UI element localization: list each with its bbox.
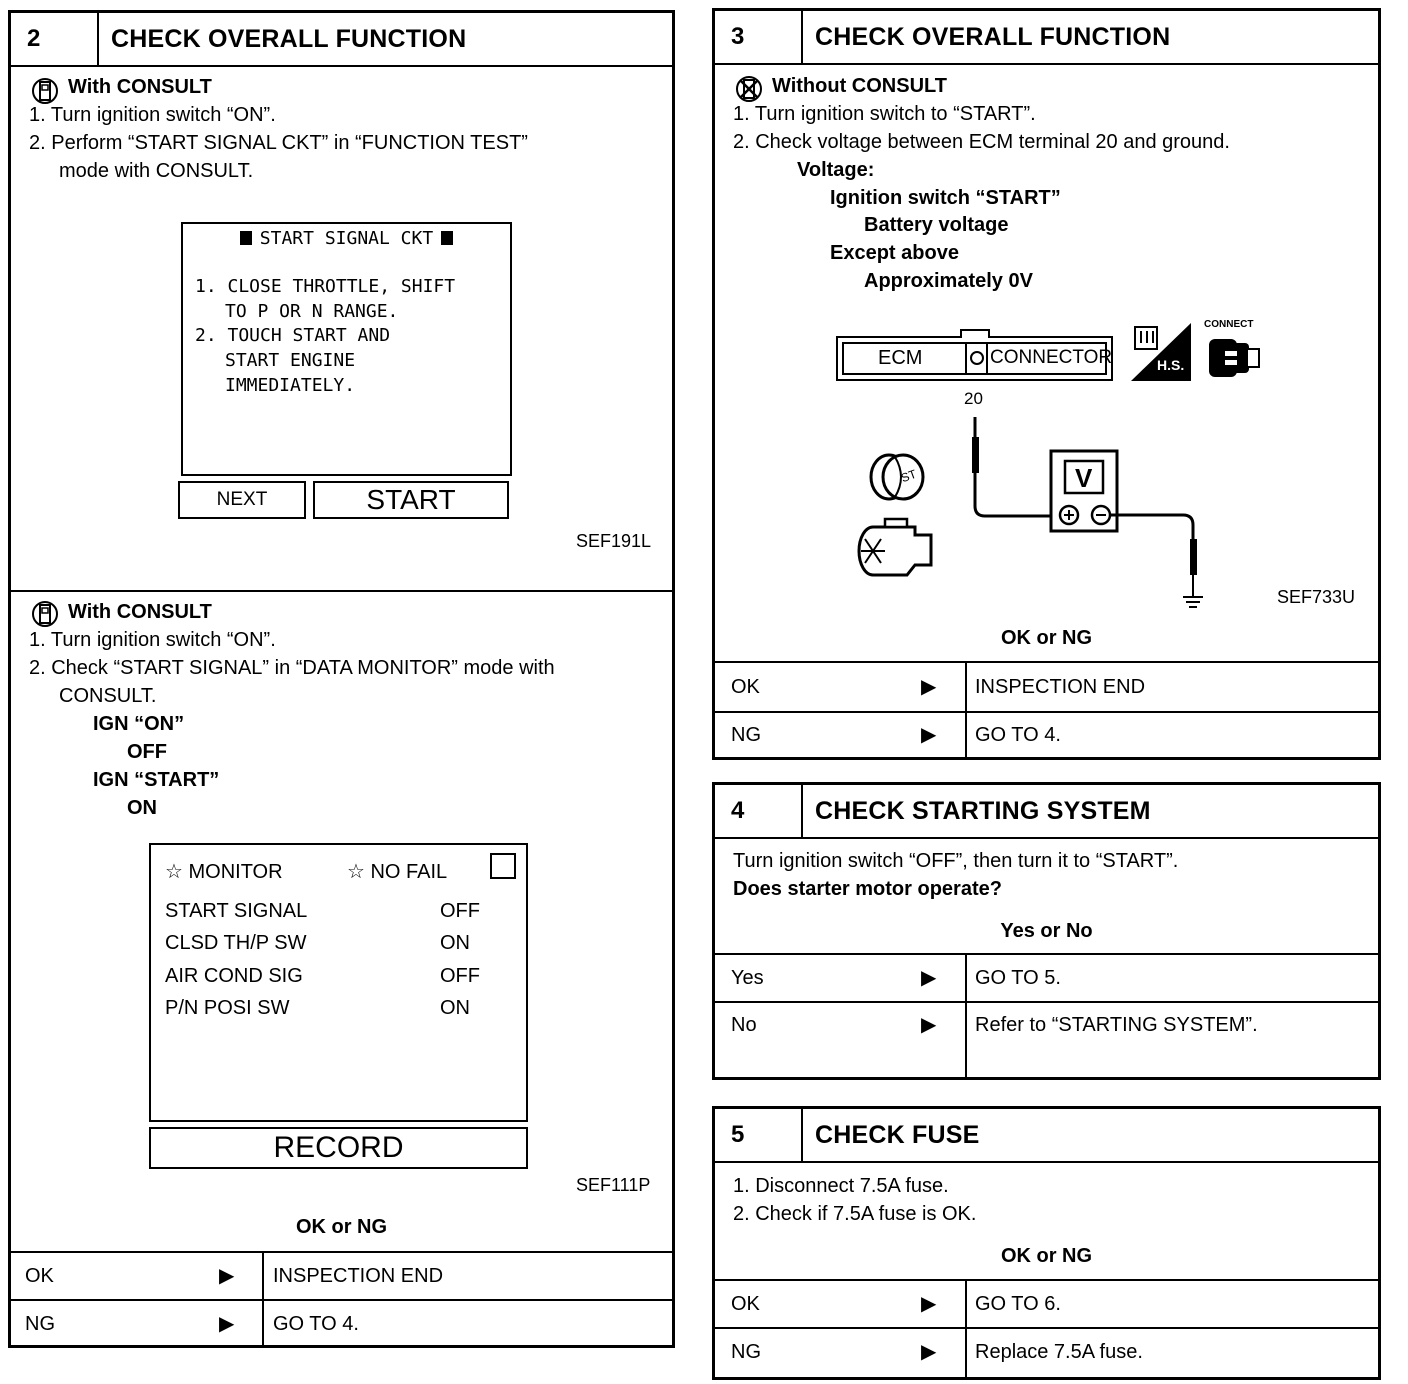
- result-key: OK: [731, 676, 760, 698]
- spec-condition: Except above: [830, 242, 959, 264]
- harness-side-icon: [1129, 321, 1193, 383]
- spec-value: ON: [127, 797, 157, 819]
- column-divider: [965, 955, 967, 1003]
- result-action: Refer to “STARTING SYSTEM”.: [975, 1014, 1258, 1036]
- meter-label: V: [1075, 463, 1093, 493]
- instruction: Turn ignition switch “OFF”, then turn it to “START”.: [733, 850, 1179, 872]
- terminal-number: 20: [964, 389, 983, 408]
- screen-title: [183, 228, 510, 249]
- screen-line: IMMEDIATELY.: [225, 375, 356, 396]
- spec-condition: Ignition switch “START”: [830, 187, 1061, 209]
- voltmeter-circuit: [845, 411, 1215, 611]
- instruction-2: 2. Check voltage between ECM terminal 20 and ground.: [733, 131, 1230, 153]
- result-action: INSPECTION END: [975, 676, 1146, 698]
- step-number: 5: [715, 1109, 803, 1161]
- result-key: Yes: [731, 967, 764, 989]
- result-row-ng: [715, 711, 1378, 759]
- column-divider: [965, 1329, 967, 1379]
- column-divider: [965, 1003, 967, 1079]
- result-action: GO TO 6.: [975, 1293, 1061, 1315]
- divider: [11, 590, 672, 592]
- result-key: OK: [731, 1293, 760, 1315]
- monitor-item-name: P/N POSI SW: [165, 997, 290, 1019]
- arrow-icon: ▶: [921, 724, 937, 746]
- screen-title-text: START SIGNAL CKT: [259, 228, 434, 249]
- spec-value: OFF: [127, 741, 167, 763]
- monitor-item-value: OFF: [440, 900, 480, 922]
- instruction-2: 2. Check if 7.5A fuse is OK.: [733, 1203, 977, 1225]
- result-action: GO TO 4.: [975, 724, 1061, 746]
- arrow-icon: ▶: [921, 1341, 937, 1363]
- result-row-ok: [715, 1279, 1378, 1329]
- column-divider: [965, 663, 967, 713]
- result-label: Yes or No: [1000, 920, 1093, 942]
- step-title: CHECK OVERALL FUNCTION: [111, 25, 467, 53]
- arrow-icon: ▶: [921, 1293, 937, 1315]
- column-divider: [262, 1301, 264, 1347]
- square-icon: [441, 231, 453, 245]
- result-key: NG: [731, 724, 761, 746]
- instruction-2: 2. Check “START SIGNAL” in “DATA MONITOR” mode with: [29, 657, 555, 679]
- ignition-key-icon: [865, 447, 931, 505]
- result-row-no: [715, 1001, 1378, 1079]
- step-5-header: [715, 1109, 1378, 1163]
- result-label: OK or NG: [1000, 1245, 1093, 1267]
- ecm-label: ECM: [878, 347, 923, 369]
- monitor-header: ☆ MONITOR: [165, 861, 283, 883]
- question: Does starter motor operate?: [733, 878, 1002, 900]
- spec-value: Approximately 0V: [864, 270, 1033, 292]
- engine-icon: [855, 515, 937, 581]
- step-2-header: [11, 13, 672, 67]
- consult-icon: [31, 77, 59, 105]
- monitor-item-name: START SIGNAL: [165, 900, 308, 922]
- figure-id: SEF733U: [1277, 587, 1356, 607]
- step-3-header: [715, 11, 1378, 65]
- instruction-1: 1. Turn ignition switch “ON”.: [29, 104, 276, 126]
- result-row-ng: [715, 1327, 1378, 1379]
- data-monitor-screen: [149, 843, 528, 1122]
- step-4-header: [715, 785, 1378, 839]
- step-3-box: [712, 8, 1381, 760]
- mode-label: Without CONSULT: [772, 75, 947, 97]
- result-row-ok: [715, 661, 1378, 713]
- record-button[interactable]: RECORD: [149, 1127, 528, 1169]
- result-row-ng: [11, 1299, 672, 1347]
- connector-divider: [986, 342, 988, 375]
- step-5-box: [712, 1106, 1381, 1380]
- connector-tab: [960, 329, 990, 338]
- result-key: NG: [25, 1313, 55, 1335]
- result-action: Replace 7.5A fuse.: [975, 1341, 1143, 1363]
- function-test-screen: [181, 222, 512, 476]
- step-title: CHECK FUSE: [815, 1121, 980, 1149]
- result-label: OK or NG: [295, 1216, 388, 1238]
- spec-value: Battery voltage: [864, 214, 1009, 236]
- screen-line: START ENGINE: [225, 350, 356, 371]
- arrow-icon: ▶: [219, 1313, 235, 1335]
- terminal-pin: [970, 351, 984, 365]
- start-button[interactable]: START: [313, 481, 509, 519]
- screen-line: 2. TOUCH START AND: [195, 325, 391, 346]
- step-title: CHECK OVERALL FUNCTION: [815, 23, 1171, 51]
- result-label: OK or NG: [1000, 627, 1093, 649]
- result-action: GO TO 5.: [975, 967, 1061, 989]
- mode-label: With CONSULT: [68, 76, 212, 98]
- monitor-item-value: OFF: [440, 965, 480, 987]
- ecm-connector: [836, 336, 1113, 381]
- connector-label: CONNECTOR: [990, 347, 1113, 368]
- monitor-item-name: AIR COND SIG: [165, 965, 303, 987]
- next-button[interactable]: NEXT: [178, 481, 306, 519]
- arrow-icon: ▶: [921, 967, 937, 989]
- column-divider: [262, 1253, 264, 1301]
- spec-condition: IGN “START”: [93, 769, 220, 791]
- step-title: CHECK STARTING SYSTEM: [815, 797, 1151, 825]
- step-2-box: [8, 10, 675, 1348]
- step-number: 4: [715, 785, 803, 837]
- step-number: 2: [11, 13, 99, 65]
- result-key: OK: [25, 1265, 54, 1287]
- no-consult-icon: [735, 75, 763, 103]
- result-row-yes: [715, 953, 1378, 1003]
- monitor-item-value: ON: [440, 997, 470, 1019]
- screen-line: 1. CLOSE THROTTLE, SHIFT: [195, 276, 456, 297]
- column-divider: [965, 1281, 967, 1329]
- result-key: No: [731, 1014, 757, 1036]
- column-divider: [965, 713, 967, 759]
- result-action: GO TO 4.: [273, 1313, 359, 1335]
- spec-condition: IGN “ON”: [93, 713, 185, 735]
- mode-label: With CONSULT: [68, 601, 212, 623]
- monitor-item-value: ON: [440, 932, 470, 954]
- arrow-icon: ▶: [921, 1014, 937, 1036]
- figure-id: SEF191L: [576, 531, 652, 551]
- arrow-icon: ▶: [219, 1265, 235, 1287]
- checkbox[interactable]: [490, 853, 516, 879]
- instruction-1: 1. Turn ignition switch to “START”.: [733, 103, 1036, 125]
- step-4-box: [712, 782, 1381, 1080]
- screen-line: TO P OR N RANGE.: [225, 301, 399, 322]
- result-key: NG: [731, 1341, 761, 1363]
- instruction-2-cont: mode with CONSULT.: [59, 160, 254, 182]
- result-row-ok: [11, 1251, 672, 1301]
- spec-heading: Voltage:: [797, 159, 875, 181]
- figure-id: SEF111P: [576, 1175, 651, 1195]
- instruction-1: 1. Disconnect 7.5A fuse.: [733, 1175, 949, 1197]
- connect-icon: [1203, 333, 1265, 383]
- instruction-2-cont: CONSULT.: [59, 685, 157, 707]
- hs-label: H.S.: [1157, 357, 1185, 373]
- arrow-icon: ▶: [921, 676, 937, 698]
- step-number: 3: [715, 11, 803, 63]
- instruction-2: 2. Perform “START SIGNAL CKT” in “FUNCTION TEST”: [29, 132, 528, 154]
- connector-divider: [965, 342, 967, 375]
- consult-icon: [31, 600, 59, 628]
- key-label: ST: [899, 466, 919, 486]
- square-icon: [240, 231, 252, 245]
- connect-label: CONNECT: [1204, 319, 1254, 330]
- no-fail-label: ☆ NO FAIL: [347, 861, 448, 883]
- instruction-1: 1. Turn ignition switch “ON”.: [29, 629, 276, 651]
- result-action: INSPECTION END: [273, 1265, 444, 1287]
- monitor-item-name: CLSD TH/P SW: [165, 932, 307, 954]
